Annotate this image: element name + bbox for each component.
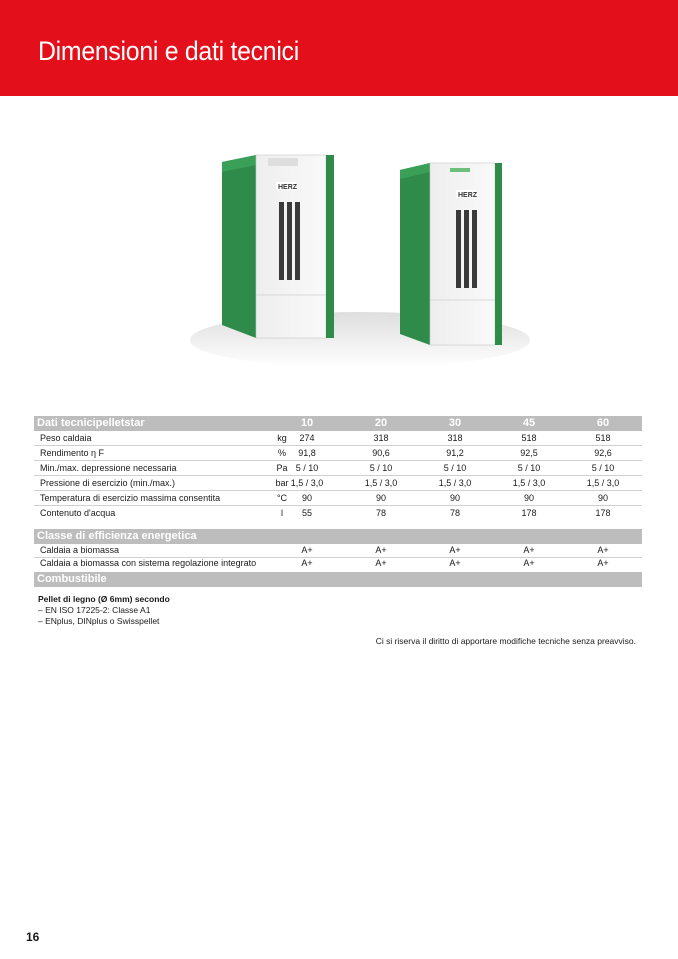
row-unit: l (281, 508, 283, 518)
cell: 1,5 / 3,0 (290, 478, 324, 488)
cell: A+ (375, 558, 387, 568)
model-60: 60 (596, 417, 610, 429)
row-label: Caldaia a biomassa con sistema regolazione integrato (40, 558, 257, 568)
row-unit: kg (277, 433, 287, 443)
boiler-product-image (180, 140, 540, 405)
cell: 1,5 / 3,0 (438, 478, 472, 488)
fuel-spec (38, 594, 170, 627)
cell: A+ (375, 545, 387, 555)
cell: A+ (597, 558, 609, 568)
table-row (34, 431, 642, 446)
row-label: Caldaia a biomassa (40, 545, 120, 555)
cell: 318 (447, 433, 463, 443)
model-30: 30 (448, 417, 462, 429)
cell: 274 (299, 433, 315, 443)
cell: 178 (521, 508, 537, 518)
table-row (34, 461, 642, 476)
cell: 78 (449, 508, 460, 518)
row-unit: °C (276, 493, 288, 503)
cell: 5 / 10 (517, 463, 541, 473)
cell: A+ (523, 545, 535, 555)
cell: A+ (523, 558, 535, 568)
fuel-title: Combustibile (37, 573, 107, 585)
fuel-heading: Pellet di legno (Ø 6mm) secondo (38, 594, 170, 604)
model-10: 10 (300, 417, 314, 429)
cell: 5 / 10 (295, 463, 319, 473)
cell: A+ (301, 545, 313, 555)
row-label: Rendimento η F (40, 448, 105, 458)
table-row (34, 446, 642, 461)
cell: 90 (301, 493, 312, 503)
cell: 91,2 (446, 448, 464, 458)
row-label: Peso caldaia (40, 433, 92, 443)
fuel-item: – ENplus, DINplus o Swisspellet (38, 616, 160, 626)
tech-data-header (34, 416, 642, 431)
cell: 90 (523, 493, 534, 503)
cell: 55 (301, 508, 312, 518)
table-row (34, 476, 642, 491)
row-unit: bar (275, 478, 289, 488)
fuel-header (34, 572, 642, 587)
cell: 1,5 / 3,0 (364, 478, 398, 488)
efficiency-title: Classe di efficienza energetica (37, 530, 197, 542)
page-title: Dimensioni e dati tecnici (38, 36, 299, 66)
cell: A+ (449, 558, 461, 568)
tech-data-title: Dati tecnicipelletstar (37, 417, 145, 429)
table-row (34, 491, 642, 506)
cell: 518 (595, 433, 611, 443)
table-row (34, 506, 642, 520)
cell: 90 (375, 493, 386, 503)
cell: 91,8 (298, 448, 316, 458)
fuel-item: – EN ISO 17225-2: Classe A1 (38, 605, 151, 615)
cell: A+ (301, 558, 313, 568)
row-label: Temperatura di esercizio massima consentita (40, 493, 221, 503)
cell: 5 / 10 (443, 463, 467, 473)
cell: 78 (375, 508, 386, 518)
logo-text-right: HERZ (458, 192, 478, 199)
cell: A+ (449, 545, 461, 555)
cell: 90,6 (372, 448, 390, 458)
page-header (0, 0, 678, 96)
boiler-left (222, 155, 334, 338)
cell: 92,5 (520, 448, 538, 458)
page-number: 16 (26, 930, 40, 944)
cell: 1,5 / 3,0 (586, 478, 620, 488)
logo-text-left: HERZ (278, 184, 298, 191)
row-unit: % (277, 448, 286, 458)
row-label: Min./max. depressione necessaria (40, 463, 177, 473)
cell: A+ (597, 545, 609, 555)
model-20: 20 (374, 417, 388, 429)
row-unit: Pa (276, 463, 288, 473)
cell: 518 (521, 433, 537, 443)
cell: 1,5 / 3,0 (512, 478, 546, 488)
cell: 90 (597, 493, 608, 503)
cell: 318 (373, 433, 389, 443)
cell: 5 / 10 (591, 463, 615, 473)
row-label: Contenuto d'acqua (40, 508, 116, 518)
disclaimer-note: Ci si riserva il diritto di apportare modifiche tecniche senza preavviso. (375, 636, 636, 646)
cell: 90 (449, 493, 460, 503)
boiler-right (400, 163, 502, 345)
efficiency-header (34, 529, 642, 544)
cell: 92,6 (594, 448, 612, 458)
model-45: 45 (522, 417, 536, 429)
row-label: Pressione di esercizio (min./max.) (40, 478, 176, 488)
cell: 5 / 10 (369, 463, 393, 473)
cell: 178 (595, 508, 611, 518)
table-row (34, 556, 642, 570)
